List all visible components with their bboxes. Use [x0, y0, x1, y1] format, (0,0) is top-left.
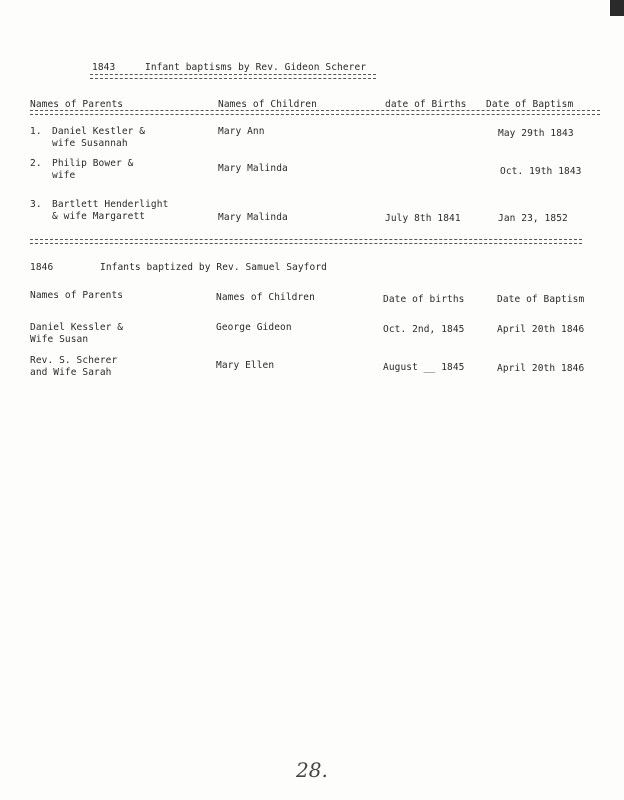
parents-line-2: & wife Margarett [52, 211, 146, 222]
parents-line-2: Wife Susan [30, 334, 89, 345]
section-1-year: 1843 [92, 62, 116, 73]
child-name: George Gideon [216, 322, 292, 333]
parents-line-1: Daniel Kestler & [52, 126, 146, 137]
col-header-births: Date of births [383, 294, 465, 305]
row-number: 1. [30, 126, 42, 137]
baptism-date: May 29th 1843 [498, 128, 574, 139]
col-header-baptism: Date of Baptism [486, 99, 574, 110]
col-header-parents: Names of Parents [30, 290, 124, 301]
section-divider [30, 239, 582, 244]
baptism-date: April 20th 1846 [497, 324, 585, 335]
page-number: 28. [296, 758, 328, 782]
parents-line-1: Bartlett Henderlight [52, 199, 169, 210]
birth-date: August __ 1845 [383, 362, 465, 373]
child-name: Mary Malinda [218, 163, 288, 174]
parents-line-2: wife Susannah [52, 138, 128, 149]
col-header-baptism: Date of Baptism [497, 294, 585, 305]
col-header-children: Names of Children [218, 99, 317, 110]
heading-underline [90, 74, 376, 79]
birth-date: July 8th 1841 [385, 213, 461, 224]
parents-line-2: and Wife Sarah [30, 367, 112, 378]
baptism-date: Oct. 19th 1843 [500, 166, 582, 177]
baptism-date: April 20th 1846 [497, 363, 585, 374]
scan-corner-mark [610, 0, 624, 16]
birth-date: Oct. 2nd, 1845 [383, 324, 465, 335]
child-name: Mary Ann [218, 126, 265, 137]
child-name: Mary Malinda [218, 212, 288, 223]
row-number: 2. [30, 158, 42, 169]
parents-line-1: Philip Bower & [52, 158, 134, 169]
col-header-parents: Names of Parents [30, 99, 124, 110]
col-header-births: date of Births [385, 99, 467, 110]
section-1-title: Infant baptisms by Rev. Gideon Scherer [145, 62, 367, 73]
parents-line-1: Daniel Kessler & [30, 322, 124, 333]
baptism-date: Jan 23, 1852 [498, 213, 568, 224]
col-header-children: Names of Children [216, 292, 315, 303]
parents-line-1: Rev. S. Scherer [30, 355, 118, 366]
parents-line-2: wife [52, 170, 76, 181]
section-2-title: Infants baptized by Rev. Samuel Sayford [100, 262, 327, 273]
header-rule [30, 110, 600, 115]
row-number: 3. [30, 199, 42, 210]
section-2-year: 1846 [30, 262, 54, 273]
child-name: Mary Ellen [216, 360, 275, 371]
